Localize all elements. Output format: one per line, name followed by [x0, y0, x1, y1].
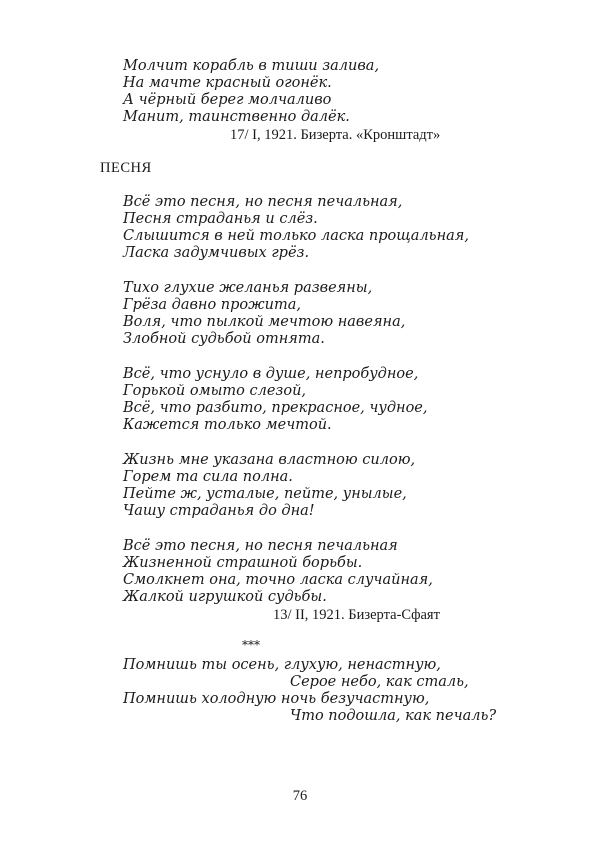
poem-line: Воля, что пылкой мечтою навеяна,: [123, 314, 406, 330]
poem-line: Песня страданья и слёз.: [123, 211, 318, 227]
poem-signature: 17/ I, 1921. Бизерта. «Кронштадт»: [230, 127, 441, 143]
poem-line: Всё, что уснуло в душе, непробудное,: [123, 366, 419, 382]
poem-title: ПЕСНЯ: [100, 160, 152, 176]
poem-line: Жизнь мне указана властною силою,: [123, 452, 416, 468]
poem-line: Всё, что разбито, прекрасное, чудное,: [123, 400, 428, 416]
poem-line: Жалкой игрушкой судьбы.: [123, 589, 327, 605]
poem-line: Горем та сила полна.: [123, 469, 293, 485]
poem-line: Жизненной страшной борьбы.: [123, 555, 363, 571]
poem-line: Кажется только мечтой.: [123, 417, 332, 433]
poem-line: Ласка задумчивых грёз.: [123, 245, 310, 261]
poem-line: На мачте красный огонёк.: [123, 75, 332, 91]
poem-line: Пейте ж, усталые, пейте, унылые,: [123, 486, 407, 502]
poem-line: Манит, таинственно далёк.: [123, 109, 350, 125]
poem-line: Серое небо, как сталь,: [290, 674, 469, 690]
poem-line: Молчит корабль в тиши залива,: [123, 58, 380, 74]
poem-line: Всё это песня, но песня печальная: [123, 538, 398, 554]
poem-line: Помнишь ты осень, глухую, ненастную,: [123, 657, 441, 673]
page-number: 76: [292, 788, 308, 804]
poem-line: Помнишь холодную ночь безучастную,: [123, 691, 430, 707]
poem-line: Что подошла, как печаль?: [290, 708, 497, 724]
poem-line: Всё это песня, но песня печальная,: [123, 194, 403, 210]
poem-line: Грёза давно прожита,: [123, 297, 301, 313]
poem-line: А чёрный берег молчаливо: [123, 92, 332, 108]
poem-line: Злобной судьбой отнята.: [123, 331, 325, 347]
poem-line: Горькой омыто слезой,: [123, 383, 307, 399]
poem-signature: 13/ II, 1921. Бизерта-Сфаят: [273, 607, 440, 623]
section-separator: ***: [242, 638, 260, 652]
poem-line: Смолкнет она, точно ласка случайная,: [123, 572, 433, 588]
poem-line: Тихо глухие желанья развеяны,: [123, 280, 373, 296]
poem-line: Чашу страданья до дна!: [123, 503, 315, 519]
poem-line: Слышится в ней только ласка прощальная,: [123, 228, 469, 244]
